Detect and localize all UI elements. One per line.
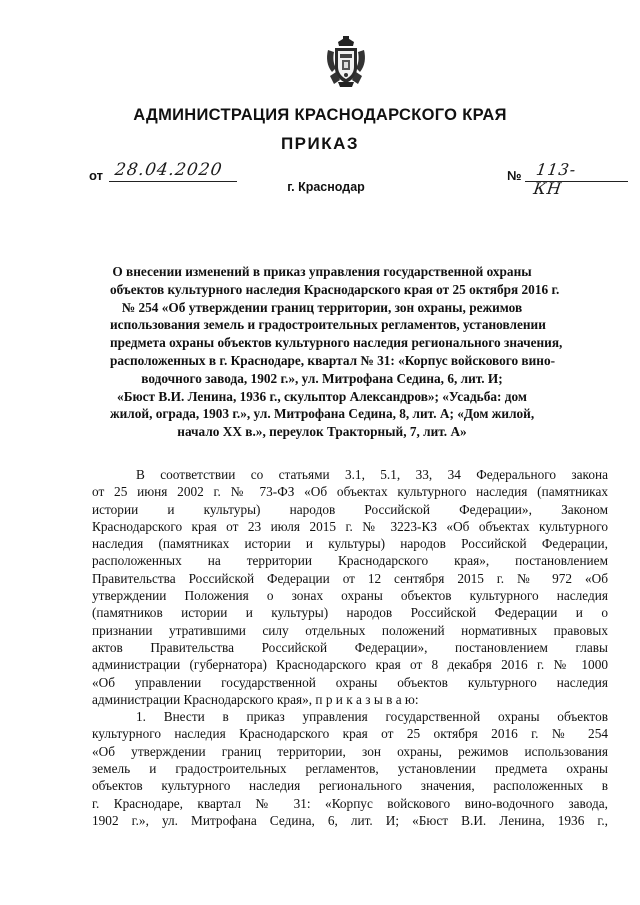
- body-line: утверждении Положения о зонах охраны объектов культурного наследия: [92, 588, 608, 604]
- title-line: жилой, ограда, 1903 г.», ул. Митрофана Седина, 8, лит. А; «Дом жилой,: [110, 406, 535, 422]
- body-line: от 25 июня 2002 г. № 73-ФЗ «Об объектах культурного наследия (памятниках: [92, 484, 608, 500]
- handwritten-number: 113-КН: [532, 160, 578, 198]
- body-line: объектов культурного наследия регионального значения, расположенных в: [92, 778, 608, 794]
- title-line: № 254 «Об утверждении границ территории, зон охраны, режимов: [121, 299, 523, 315]
- number-prefix: №: [507, 168, 522, 183]
- body-line: признании утратившими силу отдельных положений нормативных правовых: [92, 622, 608, 638]
- title-line: водочного завода, 1902 г.», ул. Митрофана Седина, 6, лит. И;: [141, 370, 503, 386]
- body-line: «Об управлении государственной охраны объектов культурного наследия: [92, 674, 608, 690]
- body-line: 1902 г.», ул. Митрофана Седина, 6, лит. И; «Бюст В.И. Ленина, 1936 г.,: [92, 812, 608, 828]
- organization-name: АДМИНИСТРАЦИЯ КРАСНОДАРСКОГО КРАЯ: [133, 106, 507, 124]
- body-line: (памятников истории и культуры) народов Российской Федерации и о: [92, 605, 608, 621]
- date-prefix: от: [89, 168, 103, 183]
- title-line: предмета охраны объектов культурного наследия регионального значения,: [110, 335, 563, 351]
- title-line: использования земель и градостроительных регламентов, установлении: [110, 317, 546, 333]
- handwritten-date: 28.04.2020: [113, 160, 224, 180]
- body-line: администрации Краснодарского края», п р и к а з ы в а ю:: [92, 691, 419, 707]
- city-name: г. Краснодар: [287, 180, 365, 194]
- document-type: ПРИКАЗ: [280, 134, 360, 153]
- title-line: расположенных в г. Краснодаре, квартал № 31: «Корпус войскового вино-: [110, 352, 556, 368]
- body-line: расположенных на территории Краснодарского края», постановлением: [92, 553, 608, 569]
- body-line: В соответствии со статьями 3.1, 5.1, 33, 34 Федерального закона: [136, 467, 608, 482]
- body-line: г. Краснодаре, квартал № 31: «Корпус войскового вино-водочного завода,: [92, 795, 608, 811]
- body-line: 1. Внести в приказ управления государственной охраны объектов: [136, 709, 608, 725]
- body-line: Правительства Российской Федерации от 12 сентября 2015 г. № 972 «Об: [92, 570, 608, 586]
- coat-of-arms-emblem: [324, 36, 368, 88]
- body-line: Краснодарского края от 23 июля 2015 г. № 3223-КЗ «Об объектах культурного: [92, 518, 608, 534]
- document-title: [110, 263, 563, 441]
- body-line: администрации (губернатора) Краснодарского края от 8 декабря 2016 г. № 1000: [92, 657, 608, 673]
- body-line: культурного наследия Краснодарского края от 25 октября 2016 г. № 254: [92, 726, 608, 742]
- title-line: «Бюст В.И. Ленина, 1936 г., скульптор Александров»; «Усадьба: дом: [117, 388, 527, 404]
- body-line: истории и культуры) народов Российской Федерации», Законом: [92, 501, 608, 517]
- body-line: земель и градостроительных регламентов, установлении предмета охраны: [92, 761, 608, 777]
- body-line: актов Правительства Российской Федерации», постановлением главы: [92, 639, 608, 655]
- body-line: наследия (памятниках истории и культуры) народов Российской Федерации,: [92, 536, 608, 552]
- title-line: О внесении изменений в приказ управления государственной охраны: [112, 264, 532, 279]
- title-line: начало XX в.», переулок Тракторный, 7, лит. А»: [177, 424, 467, 440]
- document-body: [92, 466, 608, 829]
- title-line: объектов культурного наследия Краснодарского края от 25 октября 2016 г.: [110, 281, 560, 297]
- body-line: «Об утверждении границ территории, зон охраны, режимов использования: [92, 743, 608, 759]
